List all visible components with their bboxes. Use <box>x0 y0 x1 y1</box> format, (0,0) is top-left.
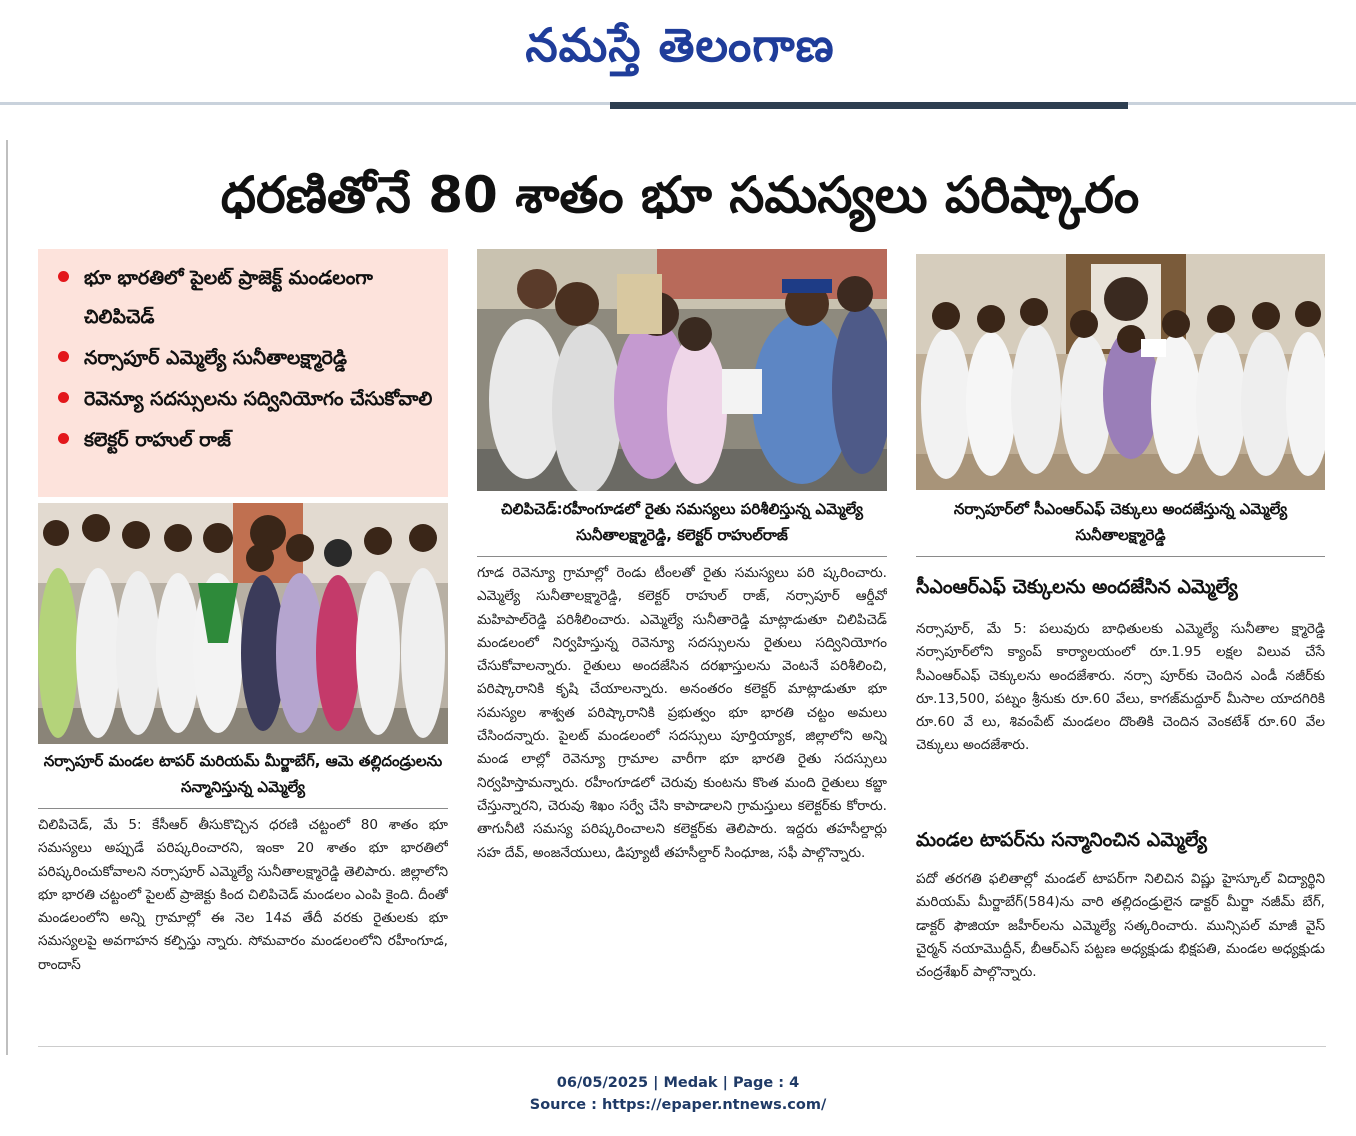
article-body-topper: పదో తరగతి ఫలితాల్లో మండల్ టాపర్‌గా నిలిచిన విష్ణు హైస్కూల్ విద్యార్థిని మరియమ్ మీర్జాబేగ్(584)ను వారి తల్లిదండ్రులైన డాక్టర్ మీర్జా నజీమ్ బేగ్, డాక్టర్ ఫౌజియా జహీర్‌లను ఎమ్మెల్యే సత్కరించారు. మున్సిపల్ మాజీ వైస్ చైర్మన్ నయామొద్దీన్, బీఆర్‌ఎస్ పట్టణ అధ్యక్షుడు భిక్షపతి, మండల అధ్యక్షుడు చంద్రశేఖర్ పాల్గొన్నారు. <box>916 871 1325 981</box>
masthead-accent-bar <box>610 102 1128 109</box>
highlight-text: రెవెన్యూ సదస్సులను సద్వినియోగం చేసుకోవాలి <box>84 388 433 410</box>
source-link[interactable]: Source : https://epaper.ntnews.com/ <box>529 1097 827 1113</box>
page-border <box>6 140 8 1055</box>
article-body-left: చిలిపిచెడ్, మే 5: కేసీఆర్ తీసుకొచ్చిన ధరణి చట్టంలో 80 శాతం భూ సమస్యలు అప్పుడే పరిష్కరించారని, ఇంకా 20 శాతం భూ భారతిలో పరిష్కరించుకోవాలని నర్సాపూర్ ఎమ్మెల్యే సునీతాలక్ష్మారెడ్డి తెలిపారు. జిల్లాలోని భూ భారతి చట్టంలో పైలట్ ప్రాజెక్టు కింద చిలిపిచెడ్ మండలం ఎంపి కైంది. దీంతో మండలంలోని అన్ని గ్రామాల్లో ఈ నెల 14వ తేదీ వరకు రైతులకు భూ సమస్యలపై అవగాహన కల్పిస్తు న్నారు. సోమవారం మండలంలోని రహీంగూడ, రాందాస్ <box>38 817 448 973</box>
article-headline: ధరణితోనే 80 శాతం భూ సమస్యలు పరిష్కారం <box>220 166 1140 224</box>
edition-info: 06/05/2025 | Medak | Page : 4 <box>556 1075 800 1091</box>
highlight-item <box>56 339 438 378</box>
highlight-text: నర్సాపూర్ ఎమ్మెల్యే సునీతాలక్ష్మారెడ్డి <box>84 347 347 369</box>
masthead <box>0 0 1356 100</box>
bottom-divider <box>38 1046 1326 1047</box>
column-divider <box>477 556 887 557</box>
bullet-dot-icon <box>58 271 69 282</box>
highlight-item <box>56 380 438 419</box>
article-body-middle: గూడ రెవెన్యూ గ్రామాల్లో రెండు టీంలతో రైతు సమస్యలు పరి ష్కరించారు. ఎమ్మెల్యే సునీతాలక్ష్మారెడ్డి, కలెక్టర్ రాహుల్ రాజ్, నర్సాపూర్ ఆర్డీవో మహిపాల్‌రెడ్డి పరిశీలించారు. ఎమ్మెల్యే సునీతారెడ్డి మాట్లాడుతూ చిలిపిచెడ్ మండలంలో నిర్వహిస్తున్న రెవెన్యూ సదస్సులను రైతులు సద్వినియోగం చేసుకోవాలన్నారు. రైతులు అందజేసిన దరఖాస్తులను వెంటనే పరిశీలించి, పరిష్కారానికి కృషి చేయాలన్నారు. అనంతరం కలెక్టర్ మాట్లాడుతూ భూ సమస్యల శాశ్వత పరిష్కారానికి ప్రభుత్వం భూ భారతి చట్టం అమలు చేసిందన్నారు. పైలట్ మండలంలో సదస్సులు పూర్తియ్యాక, జిల్లాలోని అన్ని మండ లాల్లో రెవెన్యూ గ్రామాల వారీగా భూ భారతి రైతు సదస్సులు నిర్వహిస్తామన్నారు. రహీంగూడలో చెరువు కుంటను కొంత మంది రైతులు కబ్జా చేస్తున్నారని, చెరువు శిఖం సర్వే చేసి కాపాడాలని గ్రామస్తులు కలెక్టర్‌కు కోరారు. తాగునీటి సమస్య పరిష్కరించాలని కలెక్టర్‌కు తెలిపారు. ఇద్దరు తహసీల్దార్లు సహ దేవ్, అంజనేయులు, డిప్యూటీ తహసీల్దార్ సింధూజ, సఫీ పాల్గొన్నారు. <box>477 565 887 861</box>
subhead-topper: మండల టాపర్‌ను సన్మానించిన ఎమ్మెల్యే <box>916 829 1207 851</box>
highlight-text: కలెక్టర్ రాహుల్ రాజ్ <box>84 429 231 451</box>
photo-cmrf-cheques <box>916 254 1325 490</box>
bullet-dot-icon <box>58 433 69 444</box>
highlight-item <box>56 259 438 337</box>
caption-middle-photo: చిలిపిచెడ్:రహీంగూడలో రైతు సమస్యలు పరిశీలిస్తున్న ఎమ్మెల్యే సునీతాలక్ష్మారెడ్డి, కలెక్టర్ రాహుల్‌రాజ్ <box>501 500 863 544</box>
column-divider <box>38 808 448 809</box>
highlights-box <box>38 249 448 497</box>
highlight-text: భూ భారతిలో పైలట్ ప్రాజెక్ట్ మండలంగా చిలిపిచెడ్ <box>84 267 373 328</box>
bullet-dot-icon <box>58 392 69 403</box>
highlight-item <box>56 421 438 460</box>
column-divider <box>916 556 1325 557</box>
article-body-cmrf: నర్సాపూర్, మే 5: పలువురు బాధితులకు ఎమ్మెల్యే సునీతాల క్ష్మారెడ్డి నర్సాపూర్‌లోని క్యాంప్ కార్యాలయంలో రూ.1.95 లక్షల విలువ చేసే సీఎంఆర్‌ఎఫ్ చెక్కులను అందజేశారు. నర్సా పూర్‌కు చెందిన ఎండీ నజీర్‌కు రూ.13,500, పట్నం శ్రీనుకు రూ.60 వేలు, కాగజ్‌మద్దూర్ మీసాల యాదగిరికి రూ.60 వే లు, శివంపేట్ మండలం దొంతికి చెందిన వెంకటేశ్ రూ.60 వేల చెక్కులు అందజేశారు. <box>916 621 1325 754</box>
caption-right-photo: నర్సాపూర్‌లో సీఎంఆర్‌ఎఫ్ చెక్కులు అందజేస్తున్న ఎమ్మెల్యే సునీతాలక్ష్మారెడ్డి <box>953 500 1288 544</box>
photo-topper-felicitation <box>38 503 448 744</box>
page-footer <box>0 1072 1356 1116</box>
subhead-cmrf: సీఎంఆర్‌ఎఫ్ చెక్కులను అందజేసిన ఎమ్మెల్యే <box>916 576 1238 598</box>
bullet-dot-icon <box>58 351 69 362</box>
photo-collector-inspection <box>477 249 887 491</box>
newspaper-logo: నమస్తే తెలంగాణ <box>525 18 835 72</box>
caption-left-photo: నర్సాపూర్ మండల టాపర్ మరియమ్ మీర్జాబేగ్, ఆమె తల్లిదండ్రులను సన్మానిస్తున్న ఎమ్మెల్యే <box>43 752 443 796</box>
